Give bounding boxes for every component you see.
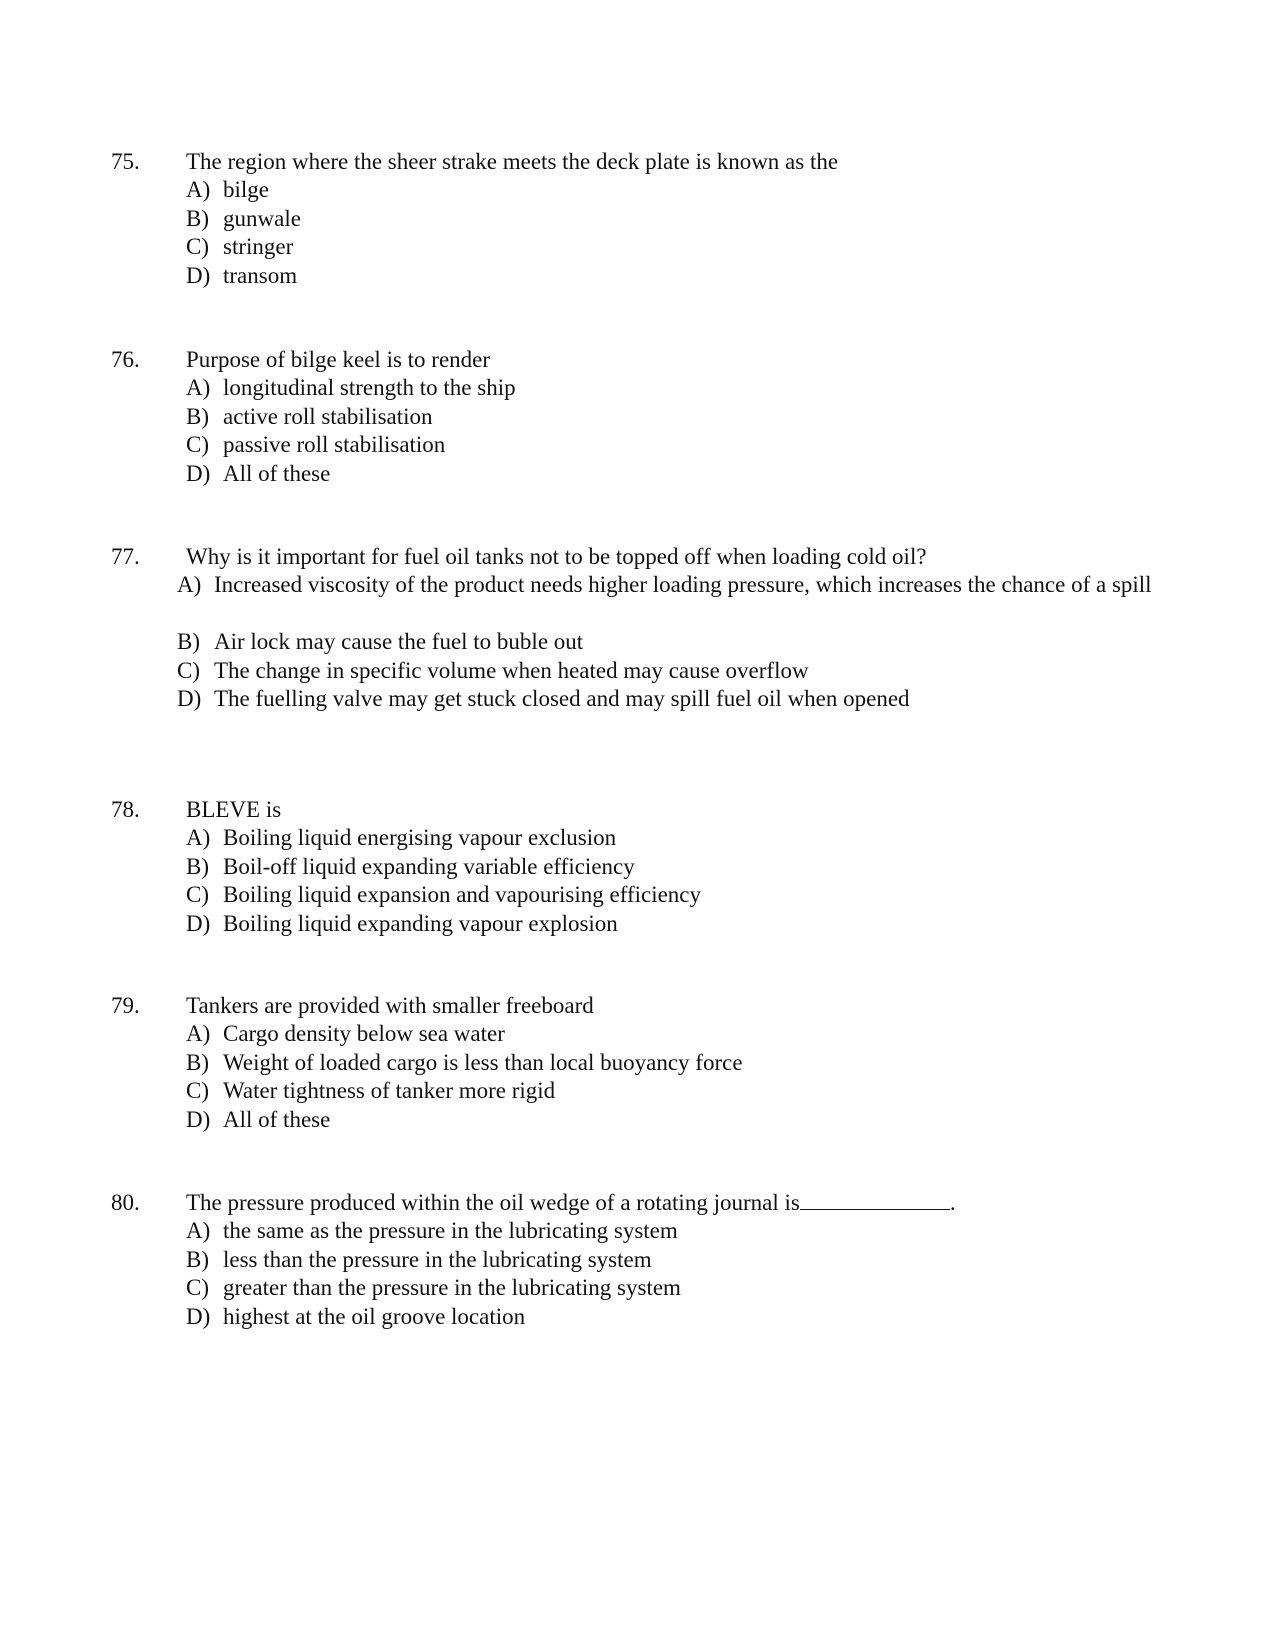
option-c bbox=[0, 1077, 1275, 1106]
question-number: 77. bbox=[111, 544, 140, 569]
question-number: 76. bbox=[111, 347, 140, 372]
option-text: Boiling liquid energising vapour exclusion bbox=[223, 825, 617, 850]
option-a bbox=[0, 374, 1275, 403]
option-letter: D) bbox=[186, 1303, 211, 1329]
option-d bbox=[0, 1303, 1275, 1332]
question-75 bbox=[0, 148, 1275, 290]
option-b bbox=[0, 1049, 1275, 1078]
option-c bbox=[0, 1274, 1275, 1303]
option-a bbox=[0, 1020, 1275, 1049]
question-text-suffix: . bbox=[949, 1190, 956, 1215]
option-letter: B) bbox=[186, 1049, 209, 1075]
question-78 bbox=[0, 796, 1275, 938]
option-text: Boiling liquid expansion and vapourising efficiency bbox=[223, 882, 702, 907]
option-letter: B) bbox=[177, 629, 200, 654]
option-b bbox=[0, 1246, 1275, 1275]
option-letter: C) bbox=[186, 1078, 209, 1103]
question-number: 75. bbox=[111, 149, 140, 174]
option-text: Water tightness of tanker more rigid bbox=[223, 1078, 556, 1103]
option-c bbox=[0, 233, 1275, 262]
option-letter: B) bbox=[186, 205, 209, 231]
question-number: 80. bbox=[111, 1190, 140, 1215]
option-letter: C) bbox=[186, 432, 209, 457]
option-text: active roll stabilisation bbox=[223, 403, 433, 429]
option-text: transom bbox=[223, 262, 298, 288]
option-text: Boil-off liquid expanding variable efficiency bbox=[223, 853, 635, 879]
option-text: The change in specific volume when heated may cause overflow bbox=[214, 657, 809, 683]
option-a bbox=[0, 571, 1275, 628]
option-text: highest at the oil groove location bbox=[223, 1303, 526, 1329]
option-letter: D) bbox=[177, 686, 202, 711]
option-text: the same as the pressure in the lubricating system bbox=[223, 1218, 678, 1243]
question-stem bbox=[0, 148, 1275, 176]
option-letter: D) bbox=[186, 262, 211, 288]
question-text: Purpose of bilge keel is to render bbox=[186, 347, 491, 372]
option-b bbox=[0, 403, 1275, 432]
option-letter: B) bbox=[186, 1246, 209, 1272]
option-letter: A) bbox=[186, 177, 211, 202]
option-letter: B) bbox=[186, 403, 209, 429]
option-d bbox=[0, 262, 1275, 291]
option-text: greater than the pressure in the lubricating system bbox=[223, 1275, 681, 1300]
question-number: 79. bbox=[111, 993, 140, 1018]
option-letter: D) bbox=[186, 1106, 211, 1132]
option-c bbox=[0, 431, 1275, 460]
option-text: longitudinal strength to the ship bbox=[223, 375, 516, 400]
question-76 bbox=[0, 346, 1275, 488]
question-stem bbox=[0, 992, 1275, 1020]
option-d bbox=[0, 685, 1275, 714]
option-letter: C) bbox=[186, 1275, 209, 1300]
option-letter: B) bbox=[186, 853, 209, 879]
option-letter: C) bbox=[186, 882, 209, 907]
question-text-wrapper bbox=[186, 1189, 956, 1217]
option-a bbox=[0, 1217, 1275, 1246]
question-text: Why is it important for fuel oil tanks not to be topped off when loading cold oil? bbox=[186, 544, 927, 569]
option-text: The fuelling valve may get stuck closed and may spill fuel oil when opened bbox=[214, 686, 910, 711]
question-stem bbox=[0, 543, 1275, 571]
option-b bbox=[0, 853, 1275, 882]
question-number: 78. bbox=[111, 797, 140, 822]
option-letter: A) bbox=[186, 375, 211, 400]
question-77 bbox=[0, 543, 1275, 714]
option-d bbox=[0, 460, 1275, 489]
option-text: bilge bbox=[223, 177, 269, 202]
option-a bbox=[0, 824, 1275, 853]
option-text: Air lock may cause the fuel to buble out bbox=[214, 629, 584, 654]
option-text: gunwale bbox=[223, 205, 301, 231]
question-text: The region where the sheer strake meets the deck plate is known as the bbox=[186, 149, 839, 174]
option-letter: C) bbox=[177, 657, 200, 683]
answer-blank bbox=[800, 1189, 950, 1210]
option-letter: C) bbox=[186, 234, 209, 259]
option-b bbox=[0, 628, 1275, 657]
question-text: BLEVE is bbox=[186, 797, 282, 822]
option-letter: D) bbox=[186, 910, 211, 936]
option-d bbox=[0, 910, 1275, 939]
question-stem bbox=[0, 796, 1275, 824]
option-text: less than the pressure in the lubricating system bbox=[223, 1246, 652, 1272]
question-79 bbox=[0, 992, 1275, 1134]
option-text: Weight of loaded cargo is less than local buoyancy force bbox=[223, 1049, 743, 1075]
option-c bbox=[0, 881, 1275, 910]
option-letter: A) bbox=[186, 1218, 211, 1243]
option-letter: A) bbox=[186, 1021, 211, 1046]
option-text: passive roll stabilisation bbox=[223, 432, 446, 457]
option-text: Boiling liquid expanding vapour explosion bbox=[223, 910, 618, 936]
option-letter: A) bbox=[186, 825, 211, 850]
option-text: All of these bbox=[223, 460, 331, 486]
question-text: Tankers are provided with smaller freeboard bbox=[186, 993, 594, 1018]
option-letter: A) bbox=[177, 572, 202, 597]
option-text: stringer bbox=[223, 234, 294, 259]
option-c bbox=[0, 657, 1275, 686]
option-a bbox=[0, 176, 1275, 205]
question-text: The pressure produced within the oil wedge of a rotating journal is bbox=[186, 1190, 800, 1215]
option-text: Increased viscosity of the product needs higher loading pressure, which increases the chance of a spill bbox=[214, 572, 1152, 597]
option-d bbox=[0, 1106, 1275, 1135]
question-stem bbox=[0, 1189, 1275, 1217]
option-text: Cargo density below sea water bbox=[223, 1021, 505, 1046]
option-letter: D) bbox=[186, 460, 211, 486]
option-b bbox=[0, 205, 1275, 234]
question-stem bbox=[0, 346, 1275, 374]
question-80 bbox=[0, 1189, 1275, 1331]
option-text: All of these bbox=[223, 1106, 331, 1132]
